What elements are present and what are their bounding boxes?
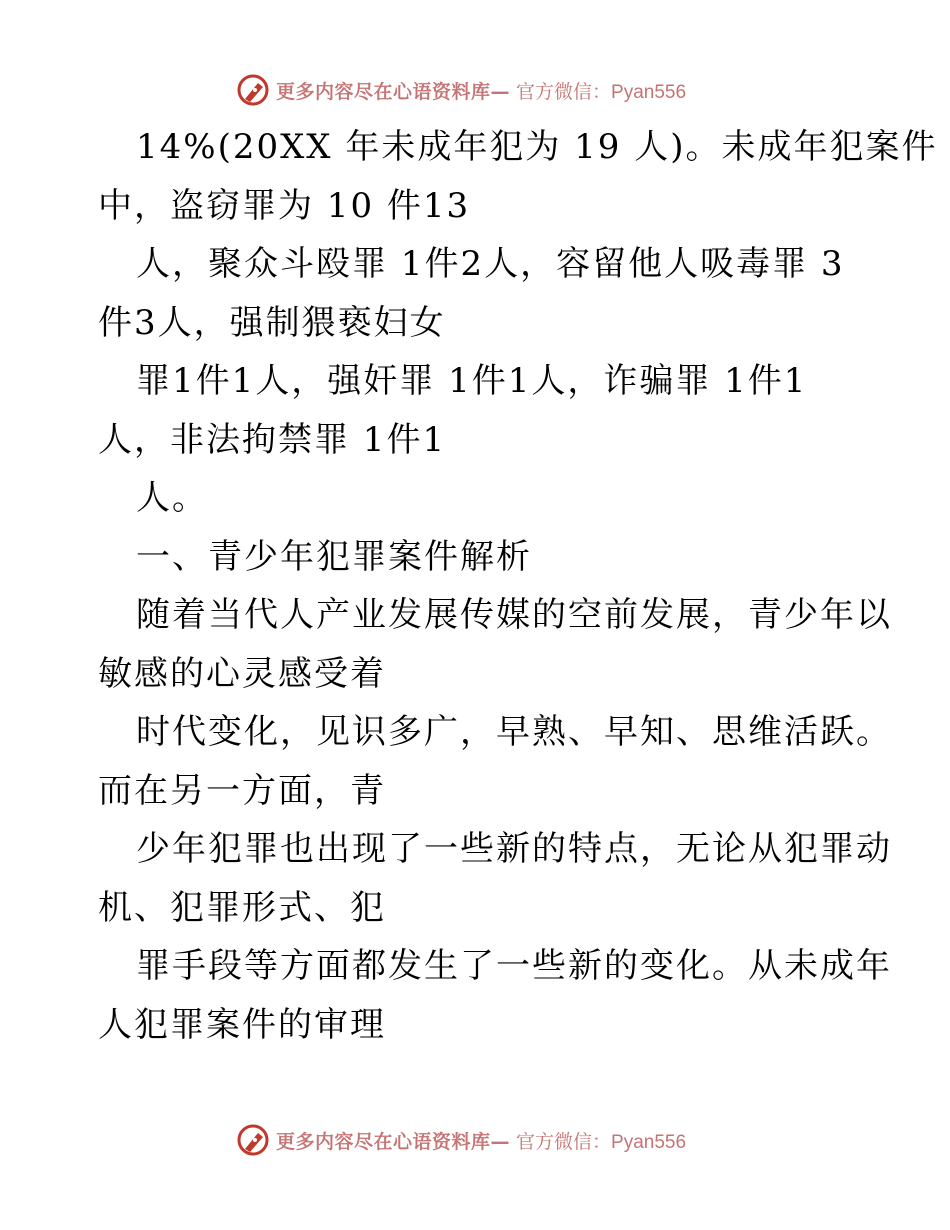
banner-wechat-text: 官方微信：Pyan556 <box>516 1131 687 1153</box>
text-line: 敏感的心灵感受着 <box>98 653 386 694</box>
text-line: 人，非法拘禁罪 1件1 <box>98 419 447 460</box>
text-line: 件3人，强制猥亵妇女 <box>98 302 446 343</box>
text-line: 而在另一方面，青 <box>98 770 386 811</box>
text-line: 14%(20XX 年未成年犯为 19 人)。未成年犯案件 <box>136 127 938 167</box>
text-line: 人犯罪案件的审理 <box>98 1004 386 1045</box>
footer-banner <box>236 1122 716 1158</box>
text-line: 时代变化，见识多广，早熟、早知、思维活跃。 <box>136 712 892 752</box>
text-line: 中，盗窃罪为 10 件13 <box>98 185 471 226</box>
text-line: 机、犯罪形式、犯 <box>98 887 386 928</box>
banner-wechat-text: 官方微信：Pyan556 <box>516 81 687 103</box>
pen-nib-seal-icon <box>236 73 270 107</box>
banner-site-text: 更多内容尽在心语资料库— <box>276 80 511 103</box>
text-line: 罪手段等方面都发生了一些新的变化。从未成年 <box>136 946 892 986</box>
pen-nib-seal-icon <box>236 1123 270 1157</box>
document-body <box>98 118 938 1054</box>
header-banner <box>236 72 716 108</box>
banner-site-text: 更多内容尽在心语资料库— <box>276 1130 511 1153</box>
text-line: 人。 <box>136 478 208 518</box>
text-line: 一、青少年犯罪案件解析 <box>136 536 532 577</box>
text-line: 少年犯罪也出现了一些新的特点，无论从犯罪动 <box>136 829 892 869</box>
text-line: 罪1件1人，强奸罪 1件1人，诈骗罪 1件1 <box>136 361 808 401</box>
text-line: 人，聚众斗殴罪 1件2人，容留他人吸毒罪 3 <box>136 244 845 284</box>
text-line: 随着当代人产业发展传媒的空前发展，青少年以 <box>136 595 892 635</box>
